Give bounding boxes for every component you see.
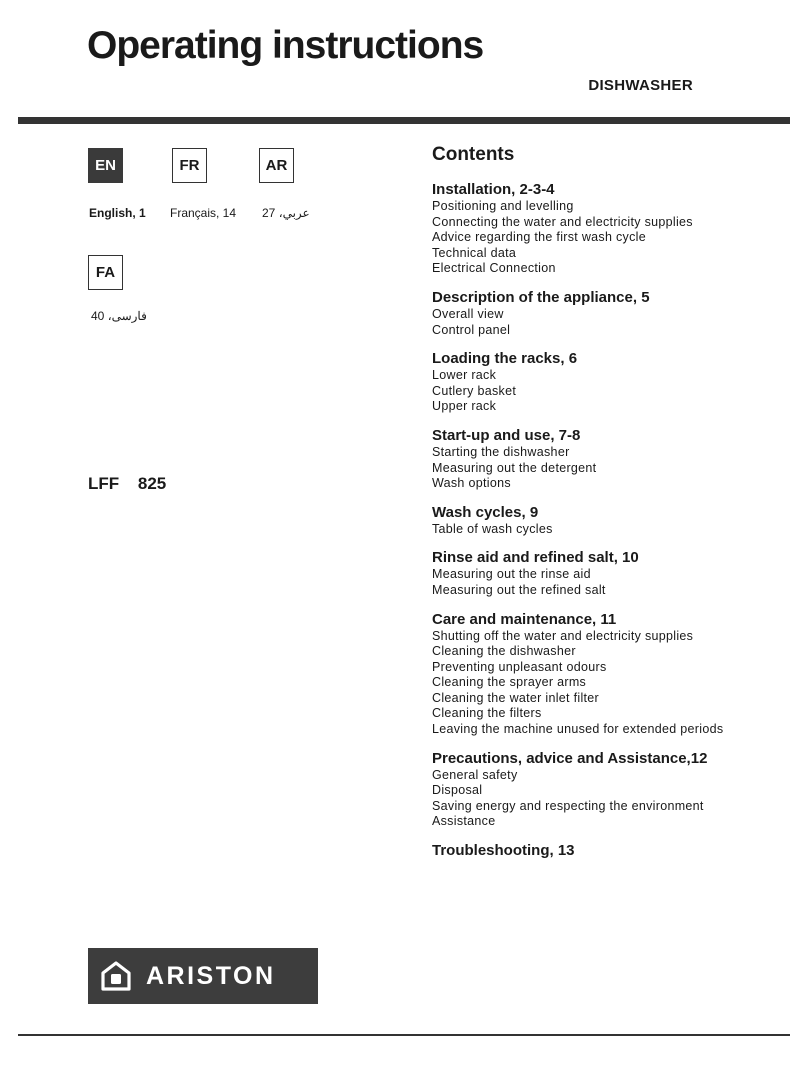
contents-section	[432, 842, 792, 860]
top-divider	[18, 117, 790, 124]
lang-tab-en[interactable]: EN	[88, 148, 123, 183]
list-item[interactable]: Technical data	[432, 245, 517, 260]
list-item[interactable]: Control panel	[432, 322, 511, 337]
house-icon	[100, 960, 132, 992]
section-items	[432, 768, 792, 830]
list-item[interactable]: Disposal	[432, 783, 483, 798]
list-item[interactable]: Preventing unpleasant odours	[432, 659, 607, 674]
list-item[interactable]: Cutlery basket	[432, 383, 517, 398]
contents-section	[432, 750, 792, 830]
list-item[interactable]: Measuring out the rinse aid	[432, 567, 591, 582]
page-title: Operating instructions	[87, 24, 484, 67]
section-title[interactable]: Troubleshooting, 13	[432, 842, 575, 860]
list-item[interactable]: Table of wash cycles	[432, 521, 553, 536]
list-item[interactable]: Shutting off the water and electricity supplies	[432, 628, 694, 643]
list-item[interactable]: Cleaning the dishwasher	[432, 644, 576, 659]
section-title[interactable]: Start-up and use, 7-8	[432, 426, 581, 444]
lang-label-fa[interactable]: فارسی، 40	[91, 309, 147, 323]
list-item[interactable]: Cleaning the water inlet filter	[432, 690, 600, 705]
list-item[interactable]: Leaving the machine unused for extended periods	[432, 722, 724, 737]
section-title[interactable]: Wash cycles, 9	[432, 503, 539, 521]
contents-section	[432, 427, 792, 492]
list-item[interactable]: Wash options	[432, 476, 511, 491]
contents-section	[432, 181, 792, 277]
list-item[interactable]: General safety	[432, 767, 518, 782]
section-title[interactable]: Precautions, advice and Assistance,12	[432, 749, 708, 767]
list-item[interactable]: Connecting the water and electricity supplies	[432, 214, 693, 229]
section-title[interactable]: Rinse aid and refined salt, 10	[432, 549, 639, 567]
lang-label-fr[interactable]: Français, 14	[170, 206, 237, 220]
list-item[interactable]: Overall view	[432, 306, 504, 321]
list-item[interactable]: Upper rack	[432, 399, 497, 414]
lang-tab-ar[interactable]: AR	[259, 148, 294, 183]
contents-section	[432, 611, 792, 738]
model-number: LFF 825	[88, 474, 167, 493]
section-title[interactable]: Installation, 2-3-4	[432, 181, 555, 198]
section-items	[432, 199, 792, 277]
list-item[interactable]: Starting the dishwasher	[432, 444, 570, 459]
product-type: DISHWASHER	[588, 77, 693, 94]
section-items	[432, 445, 792, 492]
ariston-logo	[88, 948, 318, 1004]
contents-heading: Contents	[432, 144, 515, 165]
brand-name: ARISTON	[146, 961, 276, 990]
list-item[interactable]: Assistance	[432, 814, 496, 829]
contents-section	[432, 549, 792, 598]
lang-label-ar[interactable]: عربي، 27	[262, 206, 310, 220]
section-title[interactable]: Description of the appliance, 5	[432, 288, 650, 306]
section-title[interactable]: Care and maintenance, 11	[432, 610, 617, 628]
list-item[interactable]: Measuring out the refined salt	[432, 582, 606, 597]
contents-section	[432, 504, 792, 538]
bottom-divider	[18, 1034, 790, 1036]
list-item[interactable]: Positioning and levelling	[432, 199, 574, 213]
list-item[interactable]: Cleaning the sprayer arms	[432, 675, 587, 690]
lang-tab-fa[interactable]: FA	[88, 255, 123, 290]
section-title[interactable]: Loading the racks, 6	[432, 350, 578, 368]
section-items	[432, 307, 792, 338]
list-item[interactable]: Cleaning the filters	[432, 706, 542, 721]
list-item[interactable]: Lower rack	[432, 368, 497, 383]
list-item[interactable]: Advice regarding the first wash cycle	[432, 230, 646, 245]
lang-tab-fr[interactable]: FR	[172, 148, 207, 183]
section-items	[432, 629, 792, 738]
section-items	[432, 567, 792, 598]
list-item[interactable]: Saving energy and respecting the environment	[432, 798, 704, 813]
table-of-contents	[432, 144, 792, 872]
contents-section	[432, 350, 792, 415]
section-items	[432, 522, 792, 538]
contents-section	[432, 289, 792, 338]
section-items	[432, 368, 792, 415]
list-item[interactable]: Measuring out the detergent	[432, 460, 597, 475]
list-item[interactable]: Electrical Connection	[432, 261, 556, 276]
lang-label-en[interactable]: English, 1	[89, 206, 146, 220]
